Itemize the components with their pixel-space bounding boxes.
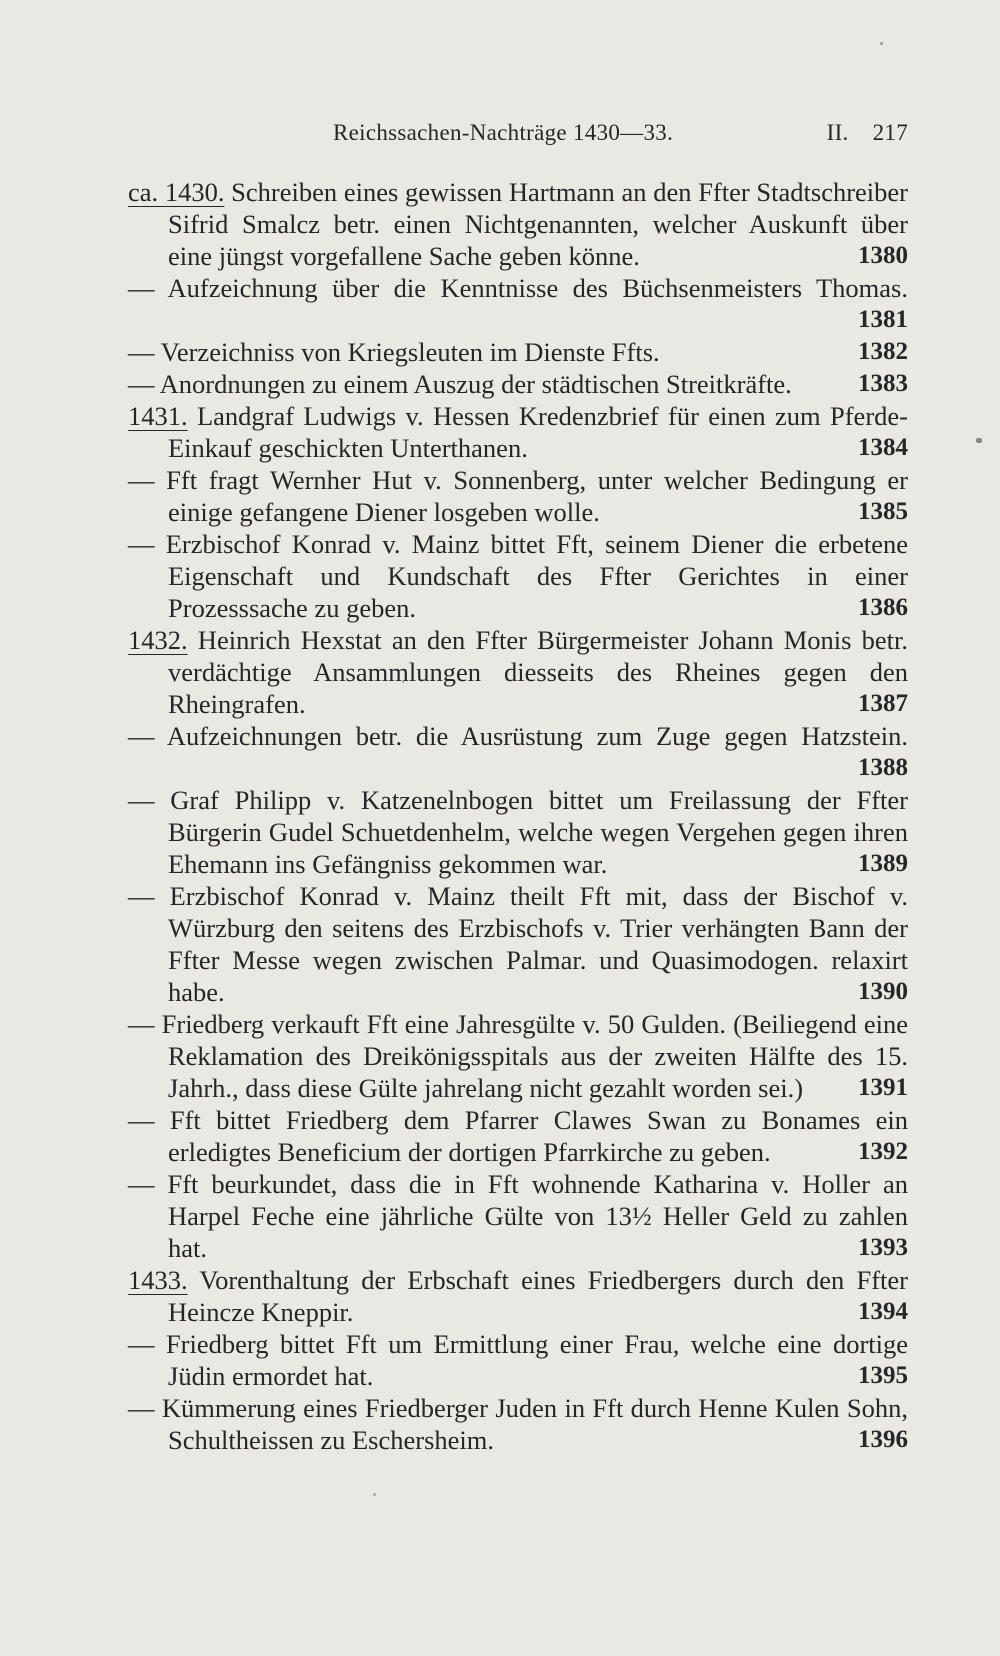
entry-text (128, 624, 908, 720)
entry-date: ca. 1430. (128, 177, 225, 207)
entry-number: 1381 (858, 306, 908, 333)
entry-text (128, 1104, 908, 1168)
entry-number: 1393 (858, 1234, 908, 1261)
entry-text (128, 720, 908, 784)
entry-description: Landgraf Ludwigs v. Hessen Kredenzbrief für einen zum Pferde-Einkauf geschickten Unterthanen. (168, 401, 908, 463)
entry-number: 1385 (858, 498, 908, 525)
page-number-value: 217 (872, 120, 908, 145)
entry-text (128, 1008, 908, 1104)
section-number: II. (826, 120, 849, 145)
entry-text (128, 336, 908, 368)
register-entry (128, 400, 908, 464)
entry-text (128, 1328, 908, 1392)
entry-text (128, 464, 908, 528)
register-entry (128, 272, 908, 336)
entry-description: — Kümmerung eines Friedberger Juden in Fft durch Henne Kulen Sohn, Schultheissen zu Eschersheim. (128, 1393, 908, 1455)
entry-number: 1394 (858, 1298, 908, 1325)
entry-text (128, 880, 908, 1008)
entry-number: 1389 (858, 850, 908, 877)
entry-description: — Verzeichniss von Kriegsleuten im Dienste Ffts. (128, 337, 660, 367)
entry-description: — Anordnungen zu einem Auszug der städtischen Streitkräfte. (128, 369, 792, 399)
entry-text (128, 272, 908, 336)
entry-text (128, 1392, 908, 1456)
entry-description: — Erzbischof Konrad v. Mainz theilt Fft mit, dass der Bischof v. Würzburg den seitens des Erzbischofs v. Trier verhängten Bann der Ffter Messe wegen zwischen Palmar. und Quasimodogen. relaxirt habe. (128, 881, 908, 1007)
entry-date: 1433. (128, 1265, 188, 1295)
register-entry (128, 1392, 908, 1456)
register-entry (128, 1264, 908, 1328)
register-entry (128, 528, 908, 624)
register-entry (128, 720, 908, 784)
register-entry (128, 176, 908, 272)
margin-mark (976, 438, 982, 443)
entry-number: 1380 (858, 242, 908, 269)
entry-number: 1382 (858, 338, 908, 365)
register-entry (128, 880, 908, 1008)
paper-speck (373, 1493, 376, 1496)
entry-text (128, 528, 908, 624)
register-entries (128, 176, 908, 1456)
entry-description: — Erzbischof Konrad v. Mainz bittet Fft, seinem Diener die erbetene Eigenschaft und Kundschaft des Ffter Gerichtes in einer Prozesssache zu geben. (128, 529, 908, 623)
entry-number: 1384 (858, 434, 908, 461)
entry-number: 1390 (858, 978, 908, 1005)
entry-description: Schreiben eines gewissen Hartmann an den Ffter Stadtschreiber Sifrid Smalcz betr. einen Nichtgenannten, welcher Auskunft über eine jüngst vorgefallene Sache geben könne. (168, 177, 908, 271)
entry-number: 1386 (858, 594, 908, 621)
register-entry (128, 1328, 908, 1392)
entry-number: 1388 (858, 754, 908, 781)
entry-number: 1383 (858, 370, 908, 397)
entry-description: — Friedberg bittet Fft um Ermittlung einer Frau, welche eine dortige Jüdin ermordet hat. (128, 1329, 908, 1391)
entry-number: 1387 (858, 690, 908, 717)
entry-description: — Fft fragt Wernher Hut v. Sonnenberg, unter welcher Bedingung er einige gefangene Diener losgeben wolle. (128, 465, 908, 527)
register-entry (128, 368, 908, 400)
entry-description: — Fft beurkundet, dass die in Fft wohnende Katharina v. Holler an Harpel Feche eine jährliche Gülte von 13½ Heller Geld zu zahlen hat. (128, 1169, 908, 1263)
entry-number: 1392 (858, 1138, 908, 1165)
entry-text (128, 1168, 908, 1264)
entry-description: — Graf Philipp v. Katzenelnbogen bittet um Freilassung der Ffter Bürgerin Gudel Schuetdenhelm, welche wegen Vergehen gegen ihren Ehemann ins Gefängniss gekommen war. (128, 785, 908, 879)
entry-date: 1431. (128, 401, 188, 431)
running-title: Reichssachen-Nachträge 1430—33. (333, 120, 674, 145)
entry-number: 1391 (858, 1074, 908, 1101)
entry-description: — Fft bittet Friedberg dem Pfarrer Clawes Swan zu Bonames ein erledigtes Beneficium der dortigen Pfarrkirche zu geben. (128, 1105, 908, 1167)
entry-text (128, 784, 908, 880)
entry-description: — Friedberg verkauft Fft eine Jahresgülte v. 50 Gulden. (Beiliegend eine Reklamation des Dreikönigsspitals aus der zweiten Hälfte des 15. Jahrh., dass diese Gülte jahrelang nicht gezahlt worden sei.) (128, 1009, 908, 1103)
page-number (827, 120, 908, 146)
register-entry (128, 624, 908, 720)
entry-number: 1396 (858, 1426, 908, 1453)
register-entry (128, 336, 908, 368)
entry-description: — Aufzeichnungen betr. die Ausrüstung zum Zuge gegen Hatzstein. (128, 721, 908, 751)
entry-text (128, 368, 908, 400)
register-entry (128, 1104, 908, 1168)
entry-text (128, 176, 908, 272)
entry-number: 1395 (858, 1362, 908, 1389)
register-entry (128, 464, 908, 528)
entry-description: Heinrich Hexstat an den Ffter Bürgermeister Johann Monis betr. verdächtige Ansammlungen diesseits des Rheines gegen den Rheingrafen. (168, 625, 908, 719)
register-entry (128, 1008, 908, 1104)
entry-text (128, 400, 908, 464)
paper-speck (880, 42, 883, 45)
register-entry (128, 1168, 908, 1264)
entry-description: — Aufzeichnung über die Kenntnisse des Büchsenmeisters Thomas. (128, 273, 908, 303)
entry-text (128, 1264, 908, 1328)
entry-description: Vorenthaltung der Erbschaft eines Friedbergers durch den Ffter Heincze Kneppir. (168, 1265, 908, 1327)
entry-date: 1432. (128, 625, 188, 655)
register-entry (128, 784, 908, 880)
